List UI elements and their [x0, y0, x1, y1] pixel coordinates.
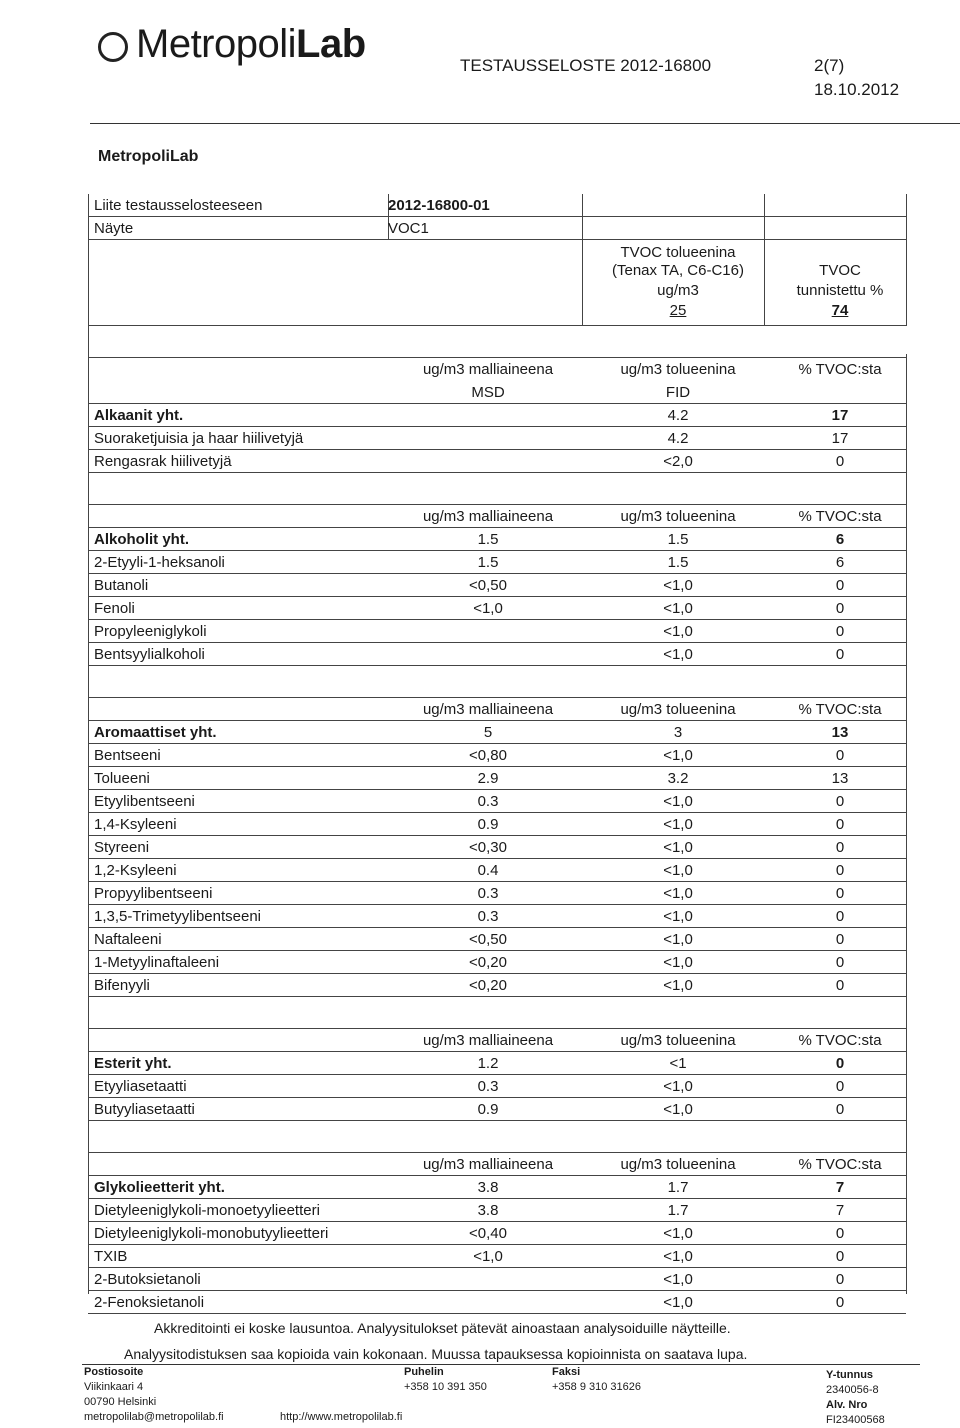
value-toluene: <1,0 [663, 816, 693, 833]
table-row [88, 302, 906, 326]
column-header-tvoc-percent: % TVOC:sta [798, 701, 882, 718]
value-toluene: <1,0 [663, 1101, 693, 1118]
column-header-tvoc-percent: % TVOC:sta [798, 361, 882, 378]
section-header-row [88, 505, 906, 528]
section-header-row [88, 1153, 906, 1176]
value-tvoc-percent: 6 [835, 554, 845, 571]
vat-label: Alv. Nro [826, 1399, 868, 1411]
results-sections [88, 326, 906, 1314]
column-header-tvoc-percent: % TVOC:sta [798, 508, 882, 525]
column-header-tvoc-percent: % TVOC:sta [798, 1032, 882, 1049]
compound-name: TXIB [94, 1248, 128, 1265]
street-address: Viikinkaari 4 [84, 1381, 144, 1393]
value-model-compound: 0.9 [477, 816, 499, 833]
compound-name: Dietyleeniglykoli-monoetyylieetteri [94, 1202, 320, 1219]
table-divider [906, 194, 907, 326]
footer-divider [82, 1364, 920, 1365]
section-gap [88, 1121, 906, 1153]
business-id: 2340056-8 [826, 1384, 879, 1396]
value-model-compound: 0.4 [477, 862, 499, 879]
value-toluene: <1,0 [663, 977, 693, 994]
section-header-row [88, 358, 906, 381]
compound-name: Alkaanit yht. [94, 407, 184, 424]
value-tvoc-percent: 0 [835, 885, 845, 902]
value-toluene: <1,0 [663, 1078, 693, 1095]
value-model-compound: 5 [483, 724, 493, 741]
value-tvoc-percent: 0 [835, 908, 845, 925]
section-subheader-row [88, 381, 906, 404]
value-tvoc-percent: 0 [835, 747, 845, 764]
table-row [88, 790, 906, 813]
logo-icon [98, 32, 128, 62]
section-header-row [88, 1029, 906, 1052]
value-model-compound: <0,50 [469, 931, 507, 948]
value-model-compound: 1.2 [477, 1055, 499, 1072]
value-toluene: <1,0 [663, 839, 693, 856]
compound-name: Dietyleeniglykoli-monobutyylieetteri [94, 1225, 329, 1242]
table-row [88, 1052, 906, 1075]
compound-name: Esterit yht. [94, 1055, 172, 1072]
table-row [88, 643, 906, 666]
business-id-label: Y-tunnus [826, 1369, 874, 1381]
value-toluene: <1,0 [663, 1271, 693, 1288]
compound-name: Suoraketjuisia ja haar hiilivetyjä [94, 430, 304, 447]
value-toluene: <2,0 [663, 453, 693, 470]
value-model-compound: 0.3 [477, 793, 499, 810]
table-row [88, 240, 906, 282]
table-row [88, 217, 906, 240]
table-row [88, 450, 906, 473]
fax-number: +358 9 310 31626 [552, 1381, 642, 1393]
phone-number: +358 10 391 350 [404, 1381, 487, 1393]
compound-name: Styreeni [94, 839, 150, 856]
value-model-compound: 2.9 [477, 770, 499, 787]
value-toluene: <1,0 [663, 623, 693, 640]
compound-name: Bentsyylialkoholi [94, 646, 205, 663]
value-tvoc-percent: 7 [835, 1179, 845, 1196]
tvoc-identified-title: TVOC [819, 262, 861, 279]
compound-name: 1,3,5-Trimetyylibentseeni [94, 908, 262, 925]
copy-note: Analyysitodistuksen saa kopioida vain kokonaan. Muussa tapauksessa kopioinnista on saatava lupa. [124, 1346, 748, 1362]
column-header-toluene: ug/m3 tolueenina [620, 508, 736, 525]
table-row [88, 1098, 906, 1121]
lab-name: MetropoliLab [98, 148, 199, 165]
header-divider [90, 123, 960, 124]
email-link[interactable]: metropolilab@metropolilab.fi [84, 1411, 224, 1423]
fax-label: Faksi [552, 1366, 581, 1378]
value-toluene: <1 [669, 1055, 687, 1072]
compound-name: Butanoli [94, 577, 149, 594]
value-toluene: 1.7 [667, 1202, 689, 1219]
value-tvoc-percent: 0 [835, 600, 845, 617]
document-date: 18.10.2012 [814, 80, 900, 99]
value-model-compound: 0.9 [477, 1101, 499, 1118]
value-tvoc-percent: 0 [835, 1225, 845, 1242]
table-row [88, 574, 906, 597]
attachment-label: Liite testausselosteeseen [94, 197, 263, 214]
value-tvoc-percent: 0 [835, 1294, 845, 1311]
accreditation-note: Akkreditointi ei koske lausuntoa. Analyysitulokset pätevät ainoastaan analysoiduille näytteille. [154, 1320, 731, 1336]
table-row [88, 620, 906, 643]
table-row [88, 859, 906, 882]
value-toluene: <1,0 [663, 862, 693, 879]
table-row [88, 528, 906, 551]
compound-name: Bifenyyli [94, 977, 150, 994]
compound-name: Fenoli [94, 600, 135, 617]
logo-lab-text: Lab [296, 22, 366, 66]
compound-name: Propyylibentseeni [94, 885, 213, 902]
value-tvoc-percent: 17 [831, 430, 849, 447]
value-toluene: <1,0 [663, 1225, 693, 1242]
column-header-toluene: ug/m3 tolueenina [620, 361, 736, 378]
value-model-compound: <0,50 [469, 577, 507, 594]
value-tvoc-percent: 0 [835, 646, 845, 663]
value-tvoc-percent: 13 [831, 724, 849, 741]
value-tvoc-percent: 0 [835, 931, 845, 948]
value-toluene: <1,0 [663, 885, 693, 902]
tvoc-method: (Tenax TA, C6-C16) [612, 262, 744, 279]
value-toluene: <1,0 [663, 1294, 693, 1311]
column-header-model-compound: ug/m3 malliaineena [422, 1032, 554, 1049]
value-toluene: 3.2 [667, 770, 689, 787]
city-address: 00790 Helsinki [84, 1396, 157, 1408]
table-row [88, 427, 906, 450]
value-model-compound: 1.5 [477, 531, 499, 548]
compound-name: 2-Etyyli-1-heksanoli [94, 554, 225, 571]
document-title: TESTAUSSELOSTE 2012-16800 [460, 56, 712, 75]
page-number: 2(7) [814, 56, 845, 75]
sample-label: Näyte [94, 220, 134, 237]
section-gap [88, 473, 906, 505]
value-toluene: 1.7 [667, 1179, 689, 1196]
value-tvoc-percent: 0 [835, 1055, 845, 1072]
section-gap [88, 997, 906, 1029]
column-header-model-compound: ug/m3 malliaineena [422, 1156, 554, 1173]
table-row [88, 194, 906, 217]
value-model-compound: <1,0 [473, 1248, 503, 1265]
table-row [88, 744, 906, 767]
table-row [88, 813, 906, 836]
value-toluene: <1,0 [663, 793, 693, 810]
value-toluene: 4.2 [667, 430, 689, 447]
table-row [88, 404, 906, 427]
value-tvoc-percent: 0 [835, 977, 845, 994]
tvoc-value: 25 [669, 302, 687, 319]
value-model-compound: <0,40 [469, 1225, 507, 1242]
section-header-row [88, 698, 906, 721]
value-model-compound: <0,30 [469, 839, 507, 856]
sample-code: VOC1 [388, 220, 429, 237]
table-divider [906, 354, 907, 1294]
results-table [88, 194, 906, 1314]
table-row [88, 1199, 906, 1222]
website-link[interactable]: http://www.metropolilab.fi [280, 1411, 403, 1423]
tvoc-unit: ug/m3 [657, 282, 699, 299]
tvoc-identified-unit: tunnistettu % [796, 282, 884, 299]
table-row [88, 1176, 906, 1199]
table-row [88, 882, 906, 905]
value-model-compound: <1,0 [473, 600, 503, 617]
table-row [88, 974, 906, 997]
table-row [88, 1268, 906, 1291]
value-tvoc-percent: 0 [835, 1248, 845, 1265]
compound-name: Naftaleeni [94, 931, 162, 948]
compound-name: Aromaattiset yht. [94, 724, 217, 741]
column-header-model-compound: ug/m3 malliaineena [422, 361, 554, 378]
value-toluene: 4.2 [667, 407, 689, 424]
column-header-toluene: ug/m3 tolueenina [620, 1156, 736, 1173]
value-tvoc-percent: 0 [835, 862, 845, 879]
postal-address-label: Postiosoite [84, 1366, 144, 1378]
value-toluene: <1,0 [663, 646, 693, 663]
table-row [88, 951, 906, 974]
value-tvoc-percent: 0 [835, 1078, 845, 1095]
column-header-toluene: ug/m3 tolueenina [620, 701, 736, 718]
column-method-msd: MSD [471, 384, 505, 401]
value-toluene: 3 [673, 724, 683, 741]
table-row [88, 282, 906, 302]
compound-name: 2-Butoksietanoli [94, 1271, 201, 1288]
value-tvoc-percent: 0 [835, 954, 845, 971]
value-model-compound: 3.8 [477, 1202, 499, 1219]
value-tvoc-percent: 0 [835, 453, 845, 470]
value-model-compound: 0.3 [477, 885, 499, 902]
value-toluene: <1,0 [663, 747, 693, 764]
compound-name: Etyyliasetaatti [94, 1078, 187, 1095]
compound-name: Rengasrak hiilivetyjä [94, 453, 232, 470]
table-row [88, 1075, 906, 1098]
compound-name: 1,4-Ksyleeni [94, 816, 177, 833]
table-row [88, 1222, 906, 1245]
value-toluene: <1,0 [663, 577, 693, 594]
value-model-compound: 1.5 [477, 554, 499, 571]
compound-name: 1-Metyylinaftaleeni [94, 954, 220, 971]
value-toluene: <1,0 [663, 600, 693, 617]
table-row [88, 767, 906, 790]
value-tvoc-percent: 17 [831, 407, 849, 424]
value-tvoc-percent: 0 [835, 1101, 845, 1118]
table-row [88, 597, 906, 620]
table-row [88, 551, 906, 574]
table-row [88, 1291, 906, 1314]
compound-name: Butyyliasetaatti [94, 1101, 195, 1118]
value-model-compound: 0.3 [477, 1078, 499, 1095]
value-model-compound: <0,20 [469, 977, 507, 994]
value-toluene: <1,0 [663, 1248, 693, 1265]
section-gap [88, 666, 906, 698]
value-tvoc-percent: 6 [835, 531, 845, 548]
value-model-compound: <0,20 [469, 954, 507, 971]
value-tvoc-percent: 0 [835, 839, 845, 856]
value-model-compound: <0,80 [469, 747, 507, 764]
column-header-model-compound: ug/m3 malliaineena [422, 701, 554, 718]
compound-name: Tolueeni [94, 770, 150, 787]
table-row [88, 928, 906, 951]
table-row [88, 1245, 906, 1268]
tvoc-title: TVOC tolueenina [620, 244, 736, 261]
sample-id: 2012-16800-01 [388, 197, 490, 214]
value-toluene: 1.5 [667, 531, 689, 548]
column-header-model-compound: ug/m3 malliaineena [422, 508, 554, 525]
compound-name: Propyleeniglykoli [94, 623, 207, 640]
value-tvoc-percent: 7 [835, 1202, 845, 1219]
value-toluene: <1,0 [663, 908, 693, 925]
value-tvoc-percent: 0 [835, 1271, 845, 1288]
compound-name: 2-Fenoksietanoli [94, 1294, 205, 1311]
compound-name: Glykolieetterit yht. [94, 1179, 225, 1196]
compound-name: Bentseeni [94, 747, 161, 764]
table-row [88, 905, 906, 928]
value-model-compound: 3.8 [477, 1179, 499, 1196]
compound-name: 1,2-Ksyleeni [94, 862, 177, 879]
column-header-tvoc-percent: % TVOC:sta [798, 1156, 882, 1173]
section-gap [88, 326, 906, 358]
value-toluene: <1,0 [663, 931, 693, 948]
column-method-fid: FID [665, 384, 691, 401]
table-row [88, 721, 906, 744]
compound-name: Etyylibentseeni [94, 793, 195, 810]
table-row [88, 836, 906, 859]
phone-label: Puhelin [404, 1366, 444, 1378]
value-tvoc-percent: 13 [831, 770, 849, 787]
tvoc-identified-value: 74 [831, 302, 849, 319]
value-toluene: <1,0 [663, 954, 693, 971]
value-tvoc-percent: 0 [835, 623, 845, 640]
value-tvoc-percent: 0 [835, 577, 845, 594]
value-tvoc-percent: 0 [835, 816, 845, 833]
value-tvoc-percent: 0 [835, 793, 845, 810]
value-toluene: 1.5 [667, 554, 689, 571]
vat-number: FI23400568 [826, 1414, 885, 1426]
company-logo: MetropoliLab [136, 22, 366, 66]
compound-name: Alkoholit yht. [94, 531, 189, 548]
value-model-compound: 0.3 [477, 908, 499, 925]
column-header-toluene: ug/m3 tolueenina [620, 1032, 736, 1049]
